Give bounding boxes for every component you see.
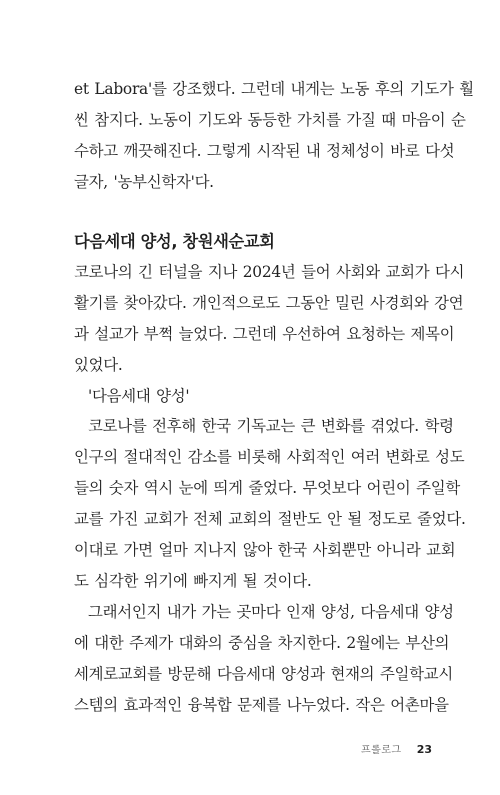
text-line: 인구의 절대적인 감소를 비롯해 사회적인 여러 변화로 성도 [74,448,465,466]
text-line: 도 심각한 위기에 빠지게 될 것이다. [74,572,312,590]
text-line: 이대로 가면 얼마 지나지 않아 한국 사회뿐만 아니라 교회 [74,541,456,559]
text-line: 있었다. [74,356,123,374]
page-number: 23 [416,743,432,756]
text-line: 씬 참지다. 노동이 기도와 동등한 가치를 가질 때 마음이 순 [74,111,466,129]
paragraph-top [74,74,474,198]
text-line: 코로나를 전후해 한국 기독교는 큰 변화를 겪었다. 학령 [88,417,454,435]
text-line: 교를 가진 교회가 전체 교회의 절반도 안 될 정도로 줄었다. [74,510,466,528]
text-line: 코로나의 긴 터널을 지나 2024년 들어 사회와 교회가 다시 [74,263,465,281]
text-line: 그래서인지 내가 가는 곳마다 인재 양성, 다음세대 양성 [88,603,454,621]
text-line: 과 설교가 부쩍 늘었다. 그런데 우선하여 요청하는 제목이 [74,325,455,343]
text-line: 글자, '농부신학자'다. [74,173,214,191]
paragraph-change [74,411,466,597]
text-line: 활기를 찾아갔다. 개인적으로도 그동안 밀린 사경회와 강연 [74,294,464,312]
text-line: 수하고 깨끗해진다. 그렇게 시작된 내 정체성이 바로 다섯 [74,142,455,160]
text-line: 들의 숫자 역시 눈에 띄게 줄었다. 무엇보다 어린이 주일학 [74,479,460,497]
page-footer [361,738,432,758]
text-line: 스템의 효과적인 융복합 문제를 나누었다. 작은 어촌마을 [74,696,449,714]
text-line: 세계로교회를 방문해 다음세대 양성과 현재의 주일학교시 [74,665,454,683]
running-footer-section: 프롤로그 [360,745,402,756]
paragraph-corona [74,257,465,412]
text-line: et Labora'를 강조했다. 그런데 내게는 노동 후의 기도가 훨 [74,80,474,98]
text-line: 에 대한 주제가 대화의 중심을 차지한다. 2월에는 부산의 [74,634,450,652]
section-heading: 다음세대 양성, 창원새순교회 [74,232,275,251]
paragraph-busan [74,597,454,721]
quote-line: '다음세대 양성' [88,387,190,405]
